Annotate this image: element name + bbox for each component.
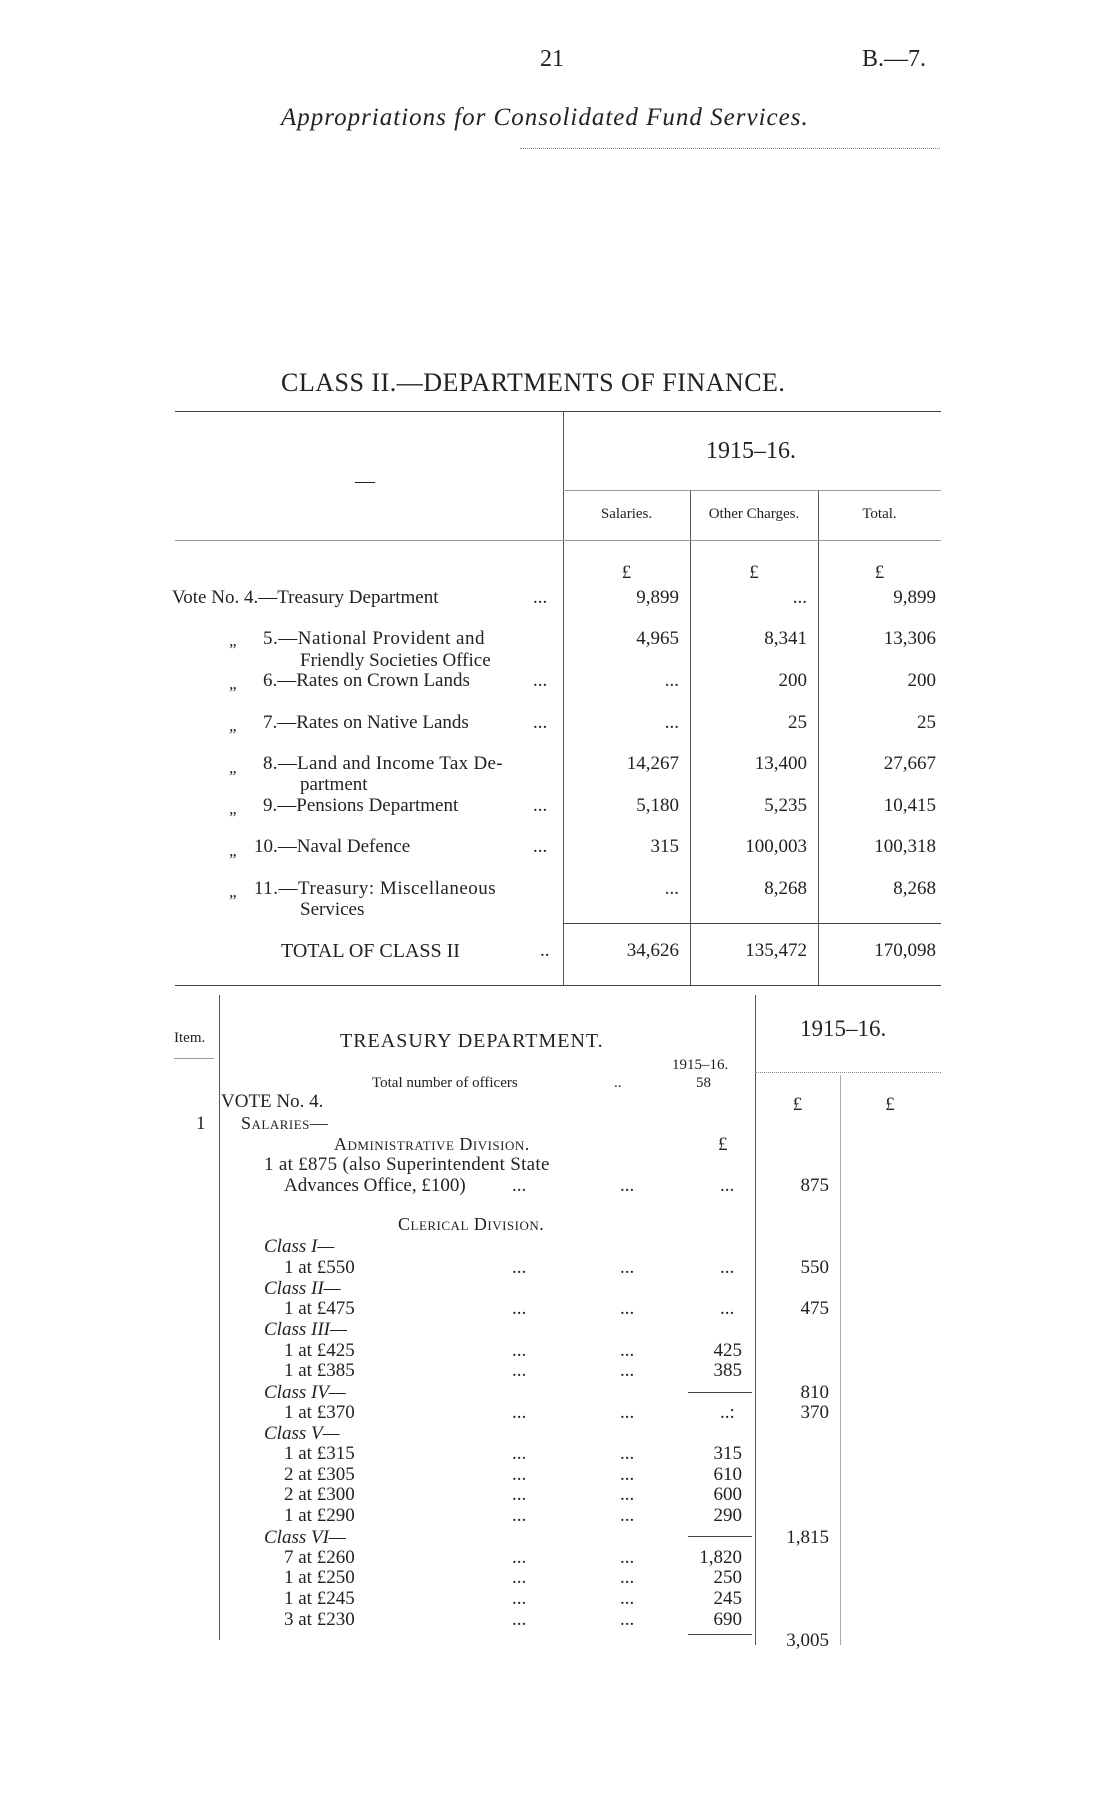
ellipsis: ... [512,1360,527,1381]
class-table-title: CLASS II.—DEPARTMENTS OF FINANCE. [281,368,786,397]
list-item-text: 7 at £260 [284,1547,355,1568]
ditto-mark: „ [229,882,239,901]
list-item-text: 3 at £230 [284,1609,355,1630]
ellipsis: ... [512,1464,527,1485]
admin-division-heading: Administrative Division. [334,1134,530,1154]
ellipsis: ... [512,1505,527,1526]
page-number: 21 [540,46,564,72]
row-label: Vote No. 4.—Treasury Department [172,587,439,608]
item-header: Item. [174,1030,206,1046]
row-label: 7.—Rates on Native Lands [263,712,469,733]
page-subtitle: Appropriations for Consolidated Fund Services. [281,104,809,131]
ellipsis: ... [620,1567,635,1588]
list-item-text: 1 at £290 [284,1505,355,1526]
row-salaries: 9,899 [636,587,679,608]
class-heading: Class VI— [264,1527,346,1548]
list-item-text: 1 at £315 [284,1443,355,1464]
ellipsis: ... [620,1505,635,1526]
ellipsis: ... [620,1609,635,1630]
list-item-text: 1 at £475 [284,1298,355,1319]
ellipsis: ... [512,1257,527,1278]
treasury-top-rule [175,985,941,986]
list-item-value: 690 [713,1609,742,1630]
treasury-title: TREASURY DEPARTMENT. [340,1030,604,1052]
ellipsis: ... [620,1443,635,1464]
ellipsis: ... [512,1443,527,1464]
total-rule [563,923,941,924]
ellipsis: ... [620,1547,635,1568]
col-header-other-charges: Other Charges. [708,506,800,522]
class-subtotal: 3,005 [786,1630,829,1651]
row-total: 13,306 [883,628,936,649]
row-salaries: ... [664,712,679,733]
ellipsis: ... [720,1298,735,1319]
ellipsis: ... [512,1175,527,1196]
row-leader-dots: ... [533,795,548,816]
row-other-charges: 8,268 [764,878,807,899]
row-salaries: ... [664,670,679,691]
ditto-mark: „ [229,631,239,650]
list-item-text: 2 at £300 [284,1484,355,1505]
row-leader-dots: ... [533,836,548,857]
ellipsis: ... [720,1257,735,1278]
year-rule [755,1072,941,1073]
total-leader-dots: .. [540,940,550,961]
list-item-text: 1 at £425 [284,1340,355,1361]
class-heading: Class V— [264,1423,340,1444]
subtotal-rule [688,1392,752,1393]
row-leader-dots: ... [533,670,548,691]
class-subtotal: 1,815 [786,1527,829,1548]
currency-other: £ [749,562,759,583]
admin-currency: £ [718,1134,728,1155]
row-other-charges: 200 [778,670,807,691]
officers-year: 1915–16. [672,1057,729,1073]
ellipsis: ... [512,1484,527,1505]
list-item-text: 1 at £370 [284,1402,355,1423]
class-heading: Class II— [264,1278,341,1299]
row-leader-dots: ... [533,712,548,733]
class-subtotal: 810 [800,1382,829,1403]
ellipsis: ... [720,1175,735,1196]
item-column-divider [219,995,220,1640]
year-rule [563,490,941,491]
list-item-value: 385 [713,1360,742,1381]
ellipsis: ... [620,1588,635,1609]
clerical-division-heading: Clerical Division. [398,1214,545,1234]
ditto-mark: „ [229,841,239,860]
row-salaries: 4,965 [636,628,679,649]
ellipsis: ... [620,1175,635,1196]
row-total: 10,415 [883,795,936,816]
currency-col-1: £ [792,1094,803,1115]
year-header: 1915–16. [706,438,796,464]
subtotal-rule [688,1536,752,1537]
list-item-value: 610 [713,1464,742,1485]
row-total: 25 [917,712,936,733]
list-item-value: 475 [800,1298,829,1319]
total-other-charges: 135,472 [745,940,807,961]
row-leader-dots: ... [533,587,548,608]
right-inner-divider [840,1075,841,1645]
ellipsis: ... [512,1547,527,1568]
item-number: 1 [196,1113,206,1134]
row-total: 100,318 [874,836,936,857]
ellipsis: ... [512,1609,527,1630]
row-salaries: 14,267 [626,753,679,774]
list-item-value: 250 [713,1567,742,1588]
row-total: 8,268 [893,878,936,899]
stub-dash: — [355,470,375,492]
ellipsis: ... [620,1340,635,1361]
class-heading: Class I— [264,1236,335,1257]
list-item-text: 2 at £305 [284,1464,355,1485]
list-item-value: 370 [800,1402,829,1423]
row-label-continued: partment [300,774,368,795]
row-total: 27,667 [883,753,936,774]
row-label: 11.—Treasury: Miscellaneous [254,878,497,899]
row-label: 5.—National Provident and [263,628,485,649]
row-label-continued: Friendly Societies Office [300,650,491,671]
row-label: 10.—Naval Defence [254,836,411,857]
admin-line-2: Advances Office, £100) [284,1175,466,1196]
salaries-heading: Salaries— [241,1113,329,1133]
officers-label: Total number of officers [372,1075,518,1091]
row-label: 9.—Pensions Department [263,795,459,816]
subtotal-rule [688,1634,752,1635]
row-label: 8.—Land and Income Tax De- [263,753,503,774]
row-label: 6.—Rates on Crown Lands [263,670,470,691]
col-header-salaries: Salaries. [600,506,653,522]
total-total: 170,098 [874,940,936,961]
list-item-text: 1 at £550 [284,1257,355,1278]
admin-line-1: 1 at £875 (also Superintendent State [264,1154,550,1175]
ellipsis: ... [620,1360,635,1381]
list-item-text: 1 at £245 [284,1588,355,1609]
ditto-mark: „ [229,716,239,735]
ellipsis: ... [620,1298,635,1319]
list-item-value: 550 [800,1257,829,1278]
row-other-charges: 13,400 [754,753,807,774]
ditto-mark: „ [229,674,239,693]
row-total: 9,899 [893,587,936,608]
currency-total: £ [874,562,885,583]
item-header-rule [174,1058,214,1059]
document-reference: B.—7. [862,46,927,72]
vote-label: VOTE No. 4. [221,1091,324,1112]
ellipsis: ..: [720,1402,735,1423]
ellipsis: ... [620,1464,635,1485]
ellipsis: ... [620,1257,635,1278]
row-salaries: 5,180 [636,795,679,816]
class-heading: Class III— [264,1319,347,1340]
treasury-year: 1915–16. [800,1016,887,1041]
list-item-value: 245 [713,1588,742,1609]
row-other-charges: 5,235 [764,795,807,816]
ellipsis: ... [512,1402,527,1423]
ellipsis: ... [512,1298,527,1319]
table-top-rule [175,411,941,412]
currency-col-2: £ [885,1094,895,1115]
list-item-text: 1 at £250 [284,1567,355,1588]
ellipsis: ... [512,1567,527,1588]
officers-count: 58 [696,1075,711,1091]
row-label-continued: Services [300,899,365,920]
col-header-total: Total. [862,506,897,522]
row-total: 200 [907,670,936,691]
list-item-value: 600 [713,1484,742,1505]
row-salaries: ... [664,878,679,899]
row-other-charges: 100,003 [745,836,807,857]
list-item-value: 1,820 [699,1547,742,1568]
ditto-mark: „ [229,799,239,818]
ellipsis: ... [512,1340,527,1361]
list-item-value: 315 [713,1443,742,1464]
ellipsis: ... [620,1484,635,1505]
currency-salaries: £ [621,562,632,583]
admin-value: 875 [800,1175,829,1196]
total-salaries: 34,626 [626,940,679,961]
ellipsis: ... [512,1588,527,1609]
class-heading: Class IV— [264,1382,346,1403]
row-salaries: 315 [650,836,679,857]
header-rule [520,148,940,149]
row-other-charges: 8,341 [764,628,807,649]
officers-dots: .. [614,1075,622,1091]
list-item-text: 1 at £385 [284,1360,355,1381]
list-item-value: 290 [713,1505,742,1526]
row-other-charges: 25 [788,712,807,733]
list-item-value: 425 [713,1340,742,1361]
ellipsis: ... [620,1402,635,1423]
total-label: TOTAL OF CLASS II [281,940,460,962]
header-bottom-rule [175,540,941,541]
row-other-charges: ... [792,587,807,608]
ditto-mark: „ [229,758,239,777]
